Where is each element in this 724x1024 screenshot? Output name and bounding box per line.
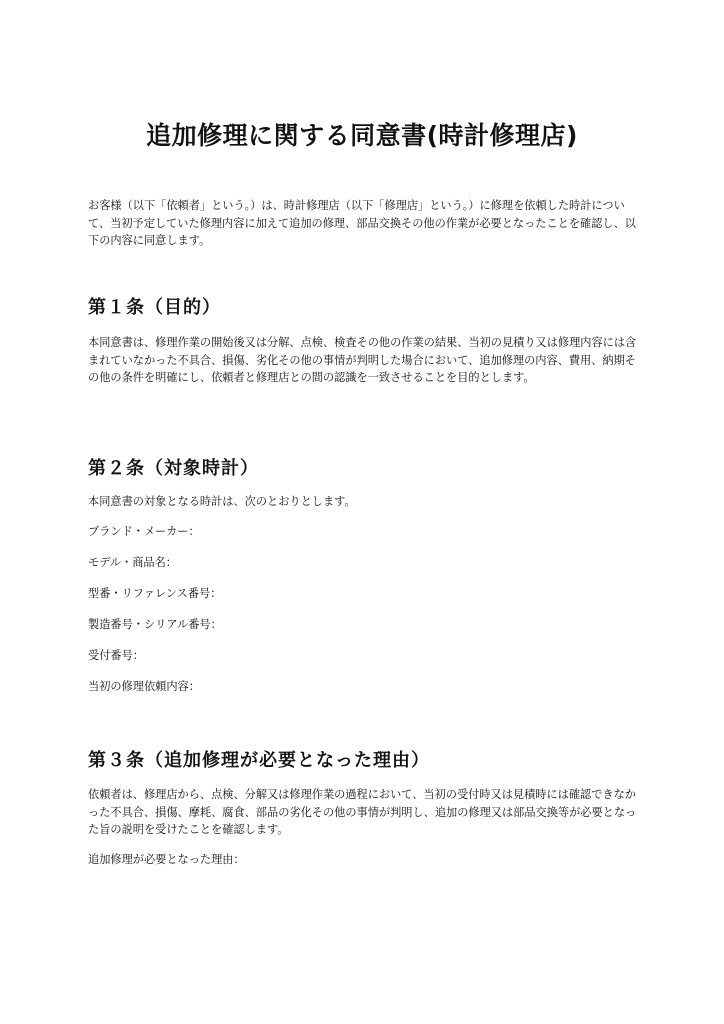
intro-paragraph: お客様（以下「依頼者」という。）は、時計修理店（以下「修理店」という。）に修理を依頼した時計について、当初予定していた修理内容に加えて追加の修理、部品交換その他の作業が必要となったことを確認し、以下の内容に同意します。 xyxy=(88,199,636,247)
article-2-heading: 第２条（対象時計） xyxy=(88,458,259,479)
article-3-body: 依頼者は、修理店から、点検、分解又は修理作業の過程において、当初の受付時又は見積時には確認できなかった不具合、損傷、摩耗、腐食、部品の劣化その他の事情が判明し、追加の修理又は部品交換等が必要となった旨の説明を受けたことを確認します。 xyxy=(88,788,637,836)
document-title: 追加修理に関する同意書(時計修理店) xyxy=(146,121,578,150)
field-additional-reason: 追加修理が必要となった理由： xyxy=(88,853,245,866)
article-2-body: 本同意書の対象となる時計は、次のとおりとします。 xyxy=(88,495,356,508)
field-brand-maker: ブランド・メーカー： xyxy=(88,525,200,538)
field-model-name: モデル・商品名： xyxy=(88,556,177,569)
field-original-request: 当初の修理依頼内容： xyxy=(88,680,200,693)
field-reference-number: 型番・リファレンス番号： xyxy=(88,587,222,600)
article-3-heading: 第３条（追加修理が必要となった理由） xyxy=(88,750,430,771)
field-receipt-number: 受付番号： xyxy=(88,649,144,662)
article-1-body: 本同意書は、修理作業の開始後又は分解、点検、検査その他の作業の結果、当初の見積り又は修理内容には含まれていなかった不具合、損傷、劣化その他の事情が判明した場合において、追加修理の内容、費用、納期その他の条件を明確にし、依頼者と修理店との間の認識を一致させることを目的とします。 xyxy=(88,336,637,384)
article-1-heading: 第１条（目的） xyxy=(88,297,221,318)
field-serial-number: 製造番号・シリアル番号： xyxy=(88,618,222,631)
